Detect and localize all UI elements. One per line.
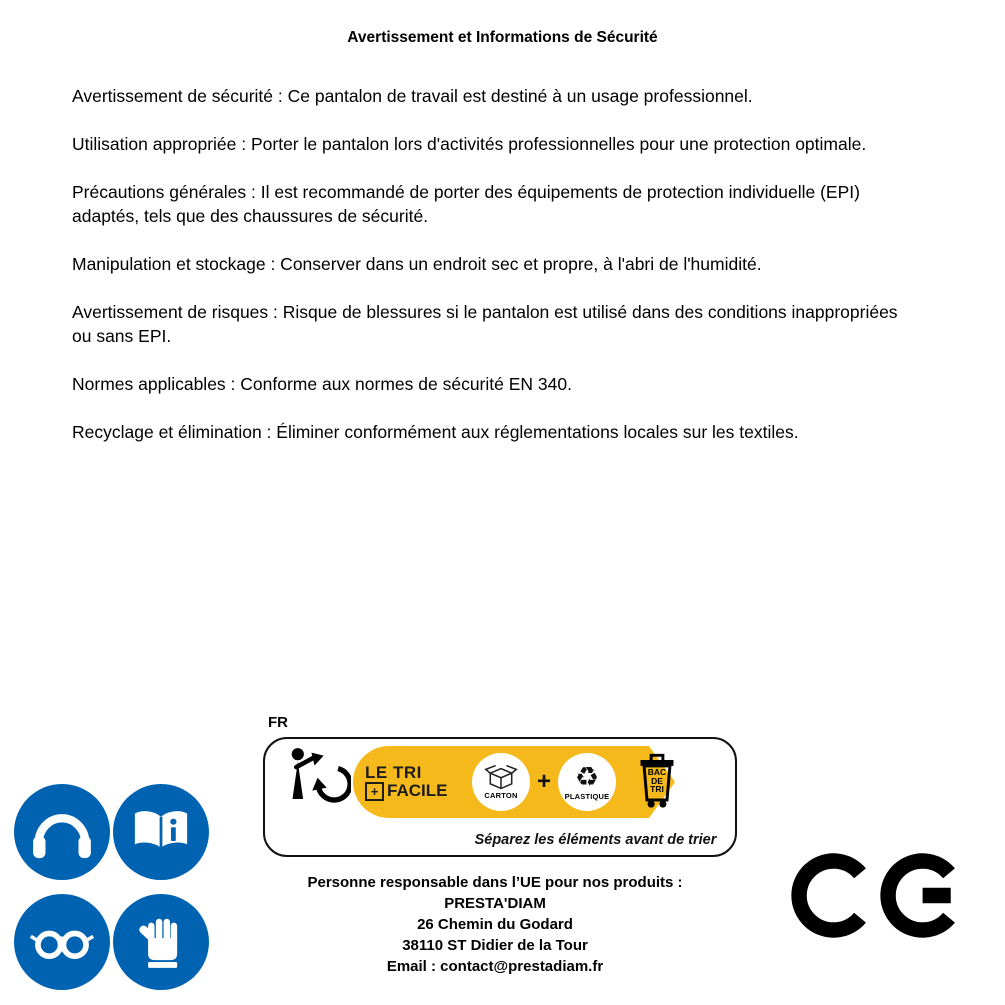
paragraph-standards: Normes applicables : Conforme aux normes de sécurité EN 340. (72, 374, 572, 394)
paragraph-risk-warning: Avertissement de risques : Risque de blessures si le pantalon est utilisé dans des conditions inappropriées ou sans EPI. (72, 302, 898, 346)
paragraph-safety-warning: Avertissement de sécurité : Ce pantalon de travail est destiné à un usage professionnel. (72, 86, 753, 106)
country-code-label: FR (268, 714, 288, 731)
plus-separator: + (537, 768, 552, 795)
plastique-chip (558, 753, 616, 811)
paragraph-general-precautions: Précautions générales : Il est recommandé de porter des équipements de protection individuelle (EPI) adaptés, tels que des chaussures de sécurité. (72, 182, 860, 226)
paragraph-appropriate-use: Utilisation appropriée : Porter le pantalon lors d'activités professionnelles pour une protection optimale. (72, 134, 867, 154)
address-street: 26 Chemin du Godard (417, 916, 573, 933)
safety-text (72, 84, 907, 468)
sorting-bin-icon (637, 751, 677, 809)
recycling-sorting-label (263, 737, 737, 857)
protective-gloves-icon (113, 894, 209, 990)
recycle-triangle-icon: ♻ (574, 762, 600, 792)
tri-facile-band (353, 746, 649, 818)
eye-protection-icon (14, 894, 110, 990)
responsible-intro: Personne responsable dans l’UE pour nos produits : (307, 874, 683, 891)
responsible-block (255, 872, 735, 977)
bin-text: BAC DE TRI (647, 767, 667, 794)
company-name: PRESTA'DIAM (444, 895, 546, 912)
read-manual-icon (113, 784, 209, 880)
ear-protection-icon (14, 784, 110, 880)
address-city: 38110 ST Didier de la Tour (402, 937, 588, 954)
ppe-pictogram-grid (14, 784, 209, 990)
paragraph-handling-storage: Manipulation et stockage : Conserver dans un endroit sec et propre, à l'abri de l'humidité. (72, 254, 762, 274)
tri-facile-logo (365, 764, 465, 801)
page-title: Avertissement et Informations de Sécurité (347, 29, 658, 46)
tri-facile-plus-icon: + (365, 782, 384, 801)
ce-mark-icon (790, 850, 968, 946)
triman-icon (275, 745, 351, 820)
sorting-instruction: Séparez les éléments avant de trier (474, 832, 717, 848)
tri-facile-line1: LE TRI (365, 762, 422, 782)
contact-email: Email : contact@prestadiam.fr (386, 958, 604, 975)
carton-chip (472, 753, 530, 811)
plastique-label: PLASTIQUE (564, 792, 610, 801)
paragraph-recycling: Recyclage et élimination : Éliminer conformément aux réglementations locales sur les textiles. (72, 422, 799, 442)
carton-label: CARTON (484, 791, 518, 800)
tri-facile-line2: FACILE (387, 781, 448, 800)
